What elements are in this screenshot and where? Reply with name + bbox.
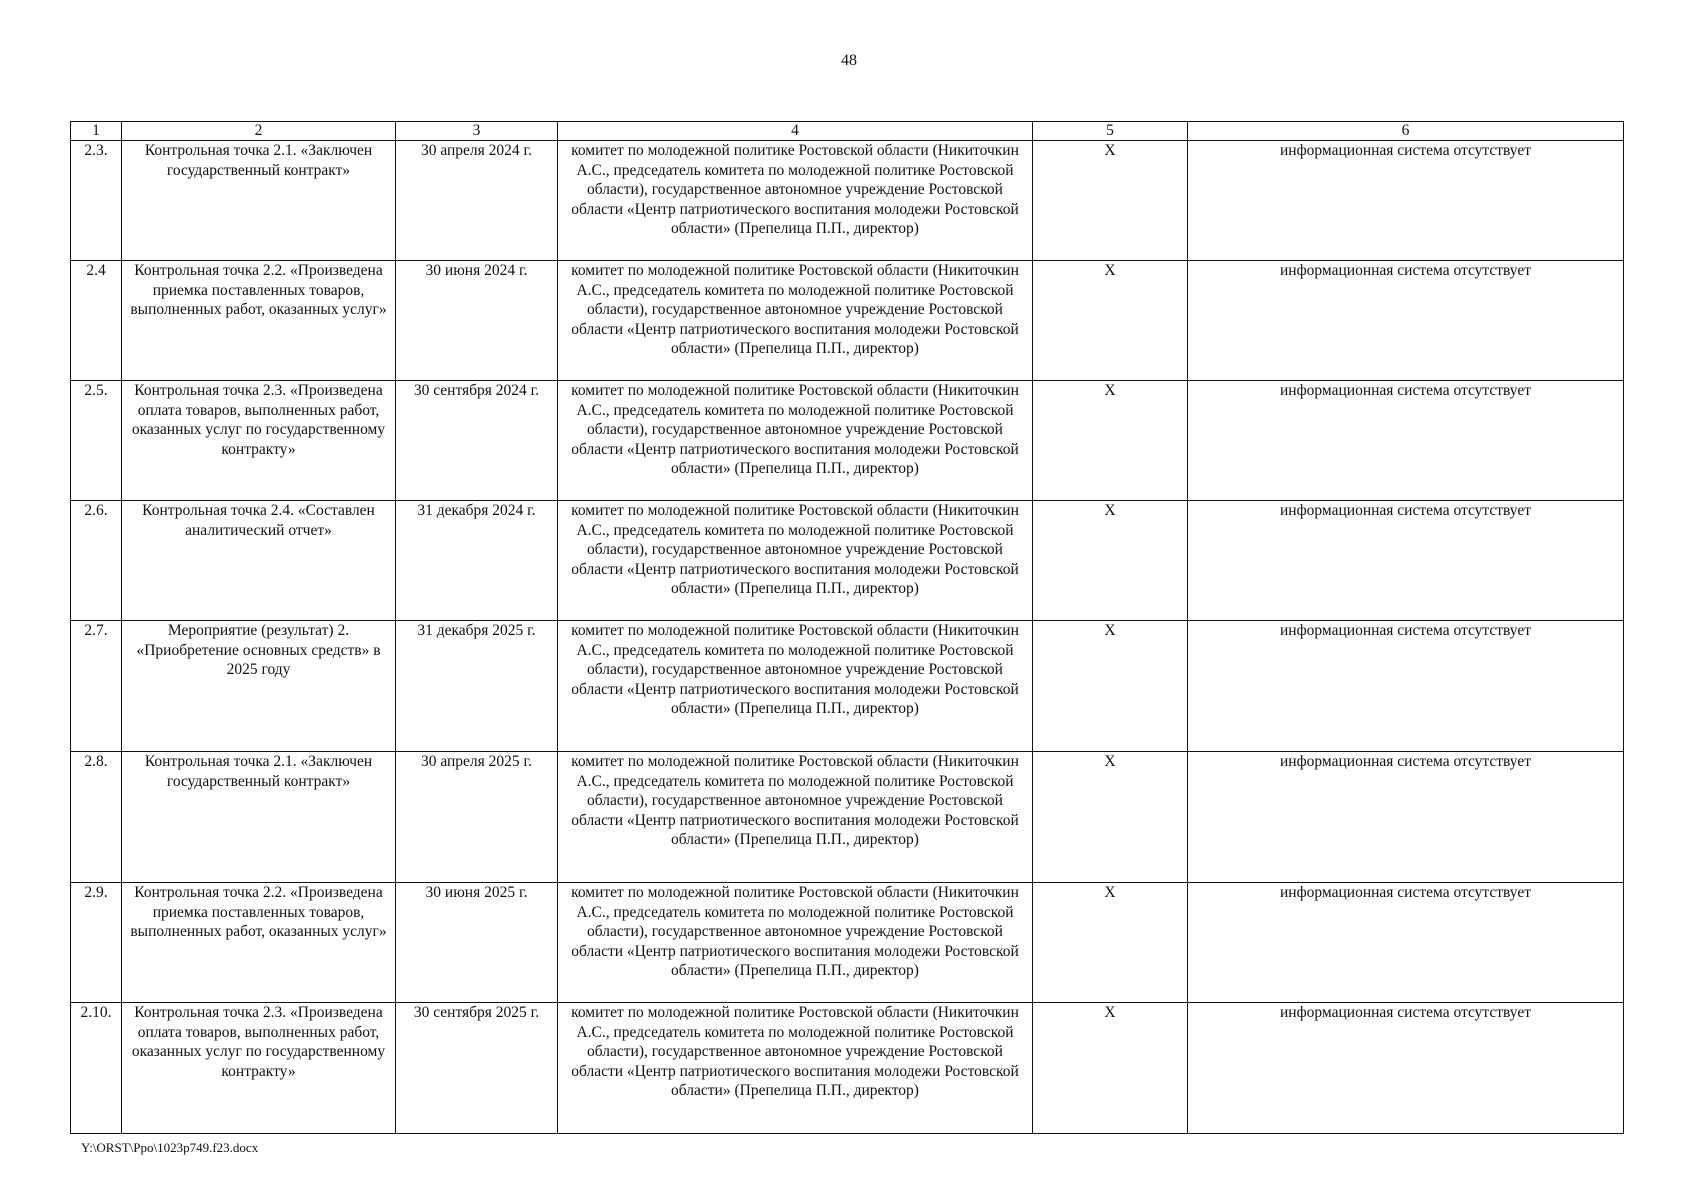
- table-row: [71, 621, 1624, 752]
- header-col-4: 4: [558, 122, 1033, 141]
- row-info-system: информационная система отсутствует: [1188, 381, 1624, 501]
- header-col-3: 3: [396, 122, 558, 141]
- header-col-1: 1: [71, 122, 122, 141]
- table-row: [71, 141, 1624, 261]
- row-col5: X: [1033, 501, 1188, 621]
- row-number: 2.10.: [71, 1003, 122, 1134]
- row-info-system: информационная система отсутствует: [1188, 141, 1624, 261]
- row-col5: X: [1033, 261, 1188, 381]
- row-name: Контрольная точка 2.4. «Составлен аналитический отчет»: [122, 501, 396, 621]
- row-info-system: информационная система отсутствует: [1188, 883, 1624, 1003]
- header-col-6: 6: [1188, 122, 1624, 141]
- row-name: Мероприятие (результат) 2. «Приобретение основных средств» в 2025 году: [122, 621, 396, 752]
- row-name: Контрольная точка 2.2. «Произведена приемка поставленных товаров, выполненных работ, оказанных услуг»: [122, 883, 396, 1003]
- row-date: 30 апреля 2024 г.: [396, 141, 558, 261]
- row-date: 30 июня 2024 г.: [396, 261, 558, 381]
- row-date: 30 апреля 2025 г.: [396, 752, 558, 883]
- table-row: [71, 752, 1624, 883]
- row-name: Контрольная точка 2.3. «Произведена оплата товаров, выполненных работ, оказанных услуг по государственному контракту»: [122, 381, 396, 501]
- row-date: 31 декабря 2025 г.: [396, 621, 558, 752]
- row-col5: X: [1033, 381, 1188, 501]
- table-header-row: [71, 122, 1624, 141]
- plan-table: [70, 121, 1624, 1134]
- row-name: Контрольная точка 2.2. «Произведена приемка поставленных товаров, выполненных работ, оказанных услуг»: [122, 261, 396, 381]
- row-responsible: комитет по молодежной политике Ростовской области (Никиточкин А.С., председатель комитета по молодежной политике Ростовской области), государственное автономное учреждение Ростовской области «Центр патриотического воспитания молодежи Ростовской области» (Препелица П.П., директор): [558, 1003, 1033, 1134]
- page-number: 48: [841, 52, 857, 69]
- row-col5: X: [1033, 141, 1188, 261]
- row-responsible: комитет по молодежной политике Ростовской области (Никиточкин А.С., председатель комитета по молодежной политике Ростовской области), государственное автономное учреждение Ростовской области «Центр патриотического воспитания молодежи Ростовской области» (Препелица П.П., директор): [558, 141, 1033, 261]
- table-row: [71, 501, 1624, 621]
- row-name: Контрольная точка 2.3. «Произведена оплата товаров, выполненных работ, оказанных услуг по государственному контракту»: [122, 1003, 396, 1134]
- table-row: [71, 883, 1624, 1003]
- row-col5: X: [1033, 883, 1188, 1003]
- row-responsible: комитет по молодежной политике Ростовской области (Никиточкин А.С., председатель комитета по молодежной политике Ростовской области), государственное автономное учреждение Ростовской области «Центр патриотического воспитания молодежи Ростовской области» (Препелица П.П., директор): [558, 261, 1033, 381]
- row-number: 2.7.: [71, 621, 122, 752]
- row-date: 30 июня 2025 г.: [396, 883, 558, 1003]
- row-col5: X: [1033, 1003, 1188, 1134]
- row-info-system: информационная система отсутствует: [1188, 752, 1624, 883]
- row-responsible: комитет по молодежной политике Ростовской области (Никиточкин А.С., председатель комитета по молодежной политике Ростовской области), государственное автономное учреждение Ростовской области «Центр патриотического воспитания молодежи Ростовской области» (Препелица П.П., директор): [558, 381, 1033, 501]
- row-responsible: комитет по молодежной политике Ростовской области (Никиточкин А.С., председатель комитета по молодежной политике Ростовской области), государственное автономное учреждение Ростовской области «Центр патриотического воспитания молодежи Ростовской области» (Препелица П.П., директор): [558, 501, 1033, 621]
- row-number: 2.3.: [71, 141, 122, 261]
- row-number: 2.5.: [71, 381, 122, 501]
- row-name: Контрольная точка 2.1. «Заключен государственный контракт»: [122, 752, 396, 883]
- row-date: 30 сентября 2025 г.: [396, 1003, 558, 1134]
- row-info-system: информационная система отсутствует: [1188, 1003, 1624, 1134]
- row-col5: X: [1033, 752, 1188, 883]
- row-date: 31 декабря 2024 г.: [396, 501, 558, 621]
- row-number: 2.6.: [71, 501, 122, 621]
- row-number: 2.9.: [71, 883, 122, 1003]
- row-responsible: комитет по молодежной политике Ростовской области (Никиточкин А.С., председатель комитета по молодежной политике Ростовской области), государственное автономное учреждение Ростовской области «Центр патриотического воспитания молодежи Ростовской области» (Препелица П.П., директор): [558, 752, 1033, 883]
- row-responsible: комитет по молодежной политике Ростовской области (Никиточкин А.С., председатель комитета по молодежной политике Ростовской области), государственное автономное учреждение Ростовской области «Центр патриотического воспитания молодежи Ростовской области» (Препелица П.П., директор): [558, 621, 1033, 752]
- row-number: 2.4: [71, 261, 122, 381]
- table-row: [71, 381, 1624, 501]
- footer-file-path: Y:\ORST\Ppo\1023p749.f23.docx: [81, 1140, 259, 1155]
- table-row: [71, 261, 1624, 381]
- table-row: [71, 1003, 1624, 1134]
- row-info-system: информационная система отсутствует: [1188, 621, 1624, 752]
- row-info-system: информационная система отсутствует: [1188, 261, 1624, 381]
- row-name: Контрольная точка 2.1. «Заключен государственный контракт»: [122, 141, 396, 261]
- row-number: 2.8.: [71, 752, 122, 883]
- header-col-2: 2: [122, 122, 396, 141]
- row-col5: X: [1033, 621, 1188, 752]
- header-col-5: 5: [1033, 122, 1188, 141]
- row-info-system: информационная система отсутствует: [1188, 501, 1624, 621]
- row-responsible: комитет по молодежной политике Ростовской области (Никиточкин А.С., председатель комитета по молодежной политике Ростовской области), государственное автономное учреждение Ростовской области «Центр патриотического воспитания молодежи Ростовской области» (Препелица П.П., директор): [558, 883, 1033, 1003]
- row-date: 30 сентября 2024 г.: [396, 381, 558, 501]
